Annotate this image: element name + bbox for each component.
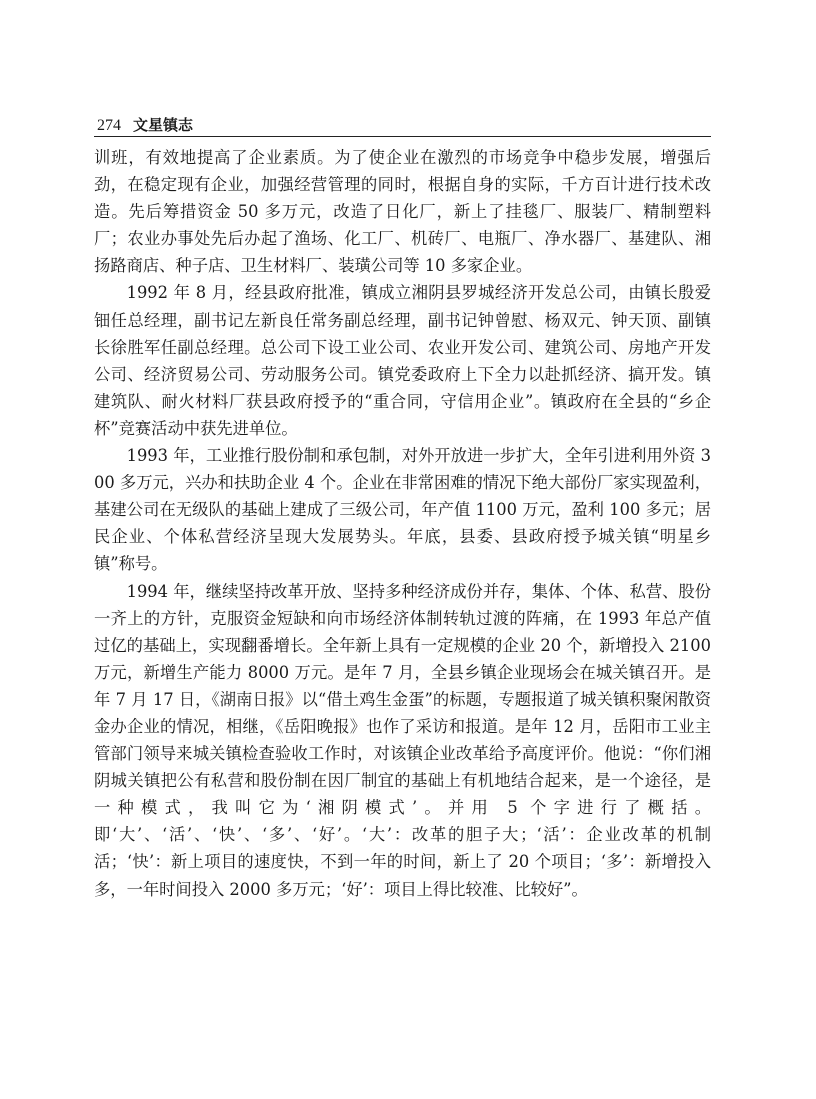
- paragraph-1: 训班，有效地提高了企业素质。为了使企业在激烈的市场竞争中稳步发展，增强后劲，在稳定现有企业，加强经营管理的同时，根据自身的实际，千方百计进行技术改造。先后筹措资金 50 多万元，改造了日化厂，新上了挂毯厂、服装厂、精制塑料厂；农业办事处先后办起了渔场、化工厂、机砖厂、电瓶厂、净水器厂、基建队、湘扬路商店、种子店、卫生材料厂、装璜公司等 10 多家企业。: [94, 148, 711, 276]
- book-title: 文星镇志: [133, 116, 194, 134]
- paragraph-4: 1994 年，继续坚持改革开放、坚持多种经济成份并存，集体、个体、私营、股份一齐上的方针，克服资金短缺和向市场经济体制转轨过渡的阵痛，在 1993 年总产值过亿的基础上，实现翻番增长。全年新上具有一定规模的企业 20 个，新增投入 2100 万元，新增生产能力 8000 万元。是年 7 月，全县乡镇企业现场会在城关镇召开。是年 7 月 17 日，《湖南日报》以“借土鸡生金蛋”的标题，专题报道了城关镇积聚闲散资金办企业的情况，相继，《岳阳晚报》也作了采访和报道。是年 12 月，岳阳市工业主管部门领导来城关镇检查验收工作时，对该镇企业改革给予高度评价。他说：“你们湘阴城关镇把公有私营和股份制在因厂制宜的基础上有机地结合起来，是一个途径，是一种模式，我叫它为‘湘阴模式’。并用 5 个字进行了概括。即‘大’、‘活’、‘快’、‘多’、‘好’。‘大’：改革的胆子大；‘活’：企业改革的机制活；‘快’：新上项目的速度快，不到一年的时间，新上了 20 个项目；‘多’：新增投入多，一年时间投入 2000 多万元；‘好’：项目上得比较准、比较好”。: [94, 581, 711, 899]
- document-page: [94, 114, 711, 903]
- page-number: 274: [97, 117, 121, 134]
- page-header: [94, 114, 711, 137]
- paragraph-3: 1993 年，工业推行股份制和承包制，对外开放进一步扩大，全年引进利用外资 300 多万元，兴办和扶助企业 4 个。企业在非常困难的情况下绝大部份厂家实现盈利，基建公司在无级队的基础上建成了三级公司，年产值 1100 万元，盈利 100 多元；居民企业、个体私营经济呈现大发展势头。年底，县委、县政府授予城关镇“明星乡镇”称号。: [94, 446, 711, 574]
- paragraph-2: 1992 年 8 月，经县政府批准，镇成立湘阴县罗城经济开发总公司，由镇长殷爱钿任总经理，副书记左新良任常务副总经理，副书记钟曾慰、杨双元、钟天顶、副镇长徐胜军任副总经理。总公司下设工业公司、农业开发公司、建筑公司、房地产开发公司、经济贸易公司、劳动服务公司。镇党委政府上下全力以赴抓经济、搞开发。镇建筑队、耐火材料厂获县政府授予的“重合同，守信用企业”。镇政府在全县的“乡企杯”竞赛活动中获先进单位。: [94, 283, 711, 438]
- body-text: [94, 144, 711, 903]
